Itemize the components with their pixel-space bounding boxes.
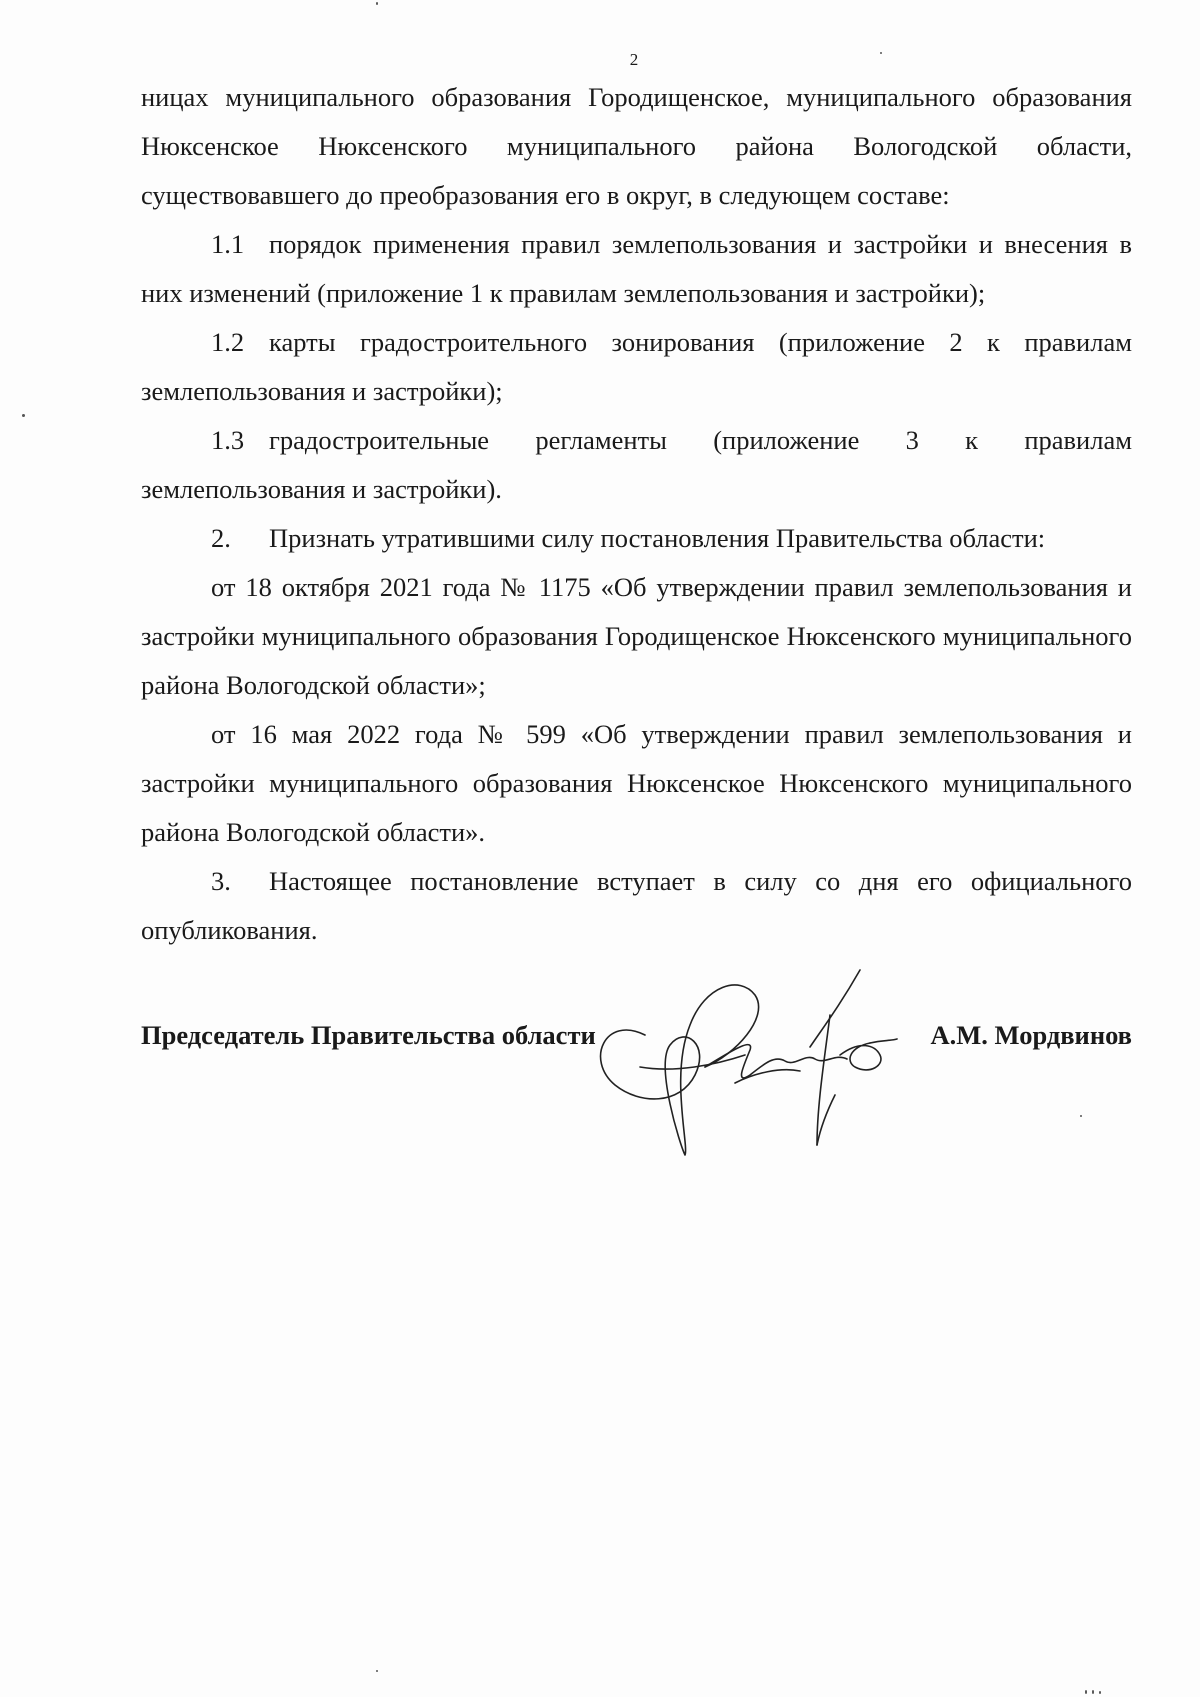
paragraph-2 [141,514,1132,563]
scan-speck [376,1670,378,1672]
paragraph-1-3 [141,416,1132,514]
scan-speck [1099,1691,1101,1694]
paragraph-number: 3. [211,866,231,896]
paragraph-number: 1.2 [211,327,245,357]
paragraph-1-2 [141,318,1132,416]
scan-speck [1080,1115,1082,1117]
paragraph-text: карты градостроительного зонирования (приложение 2 к правилам землепользования и застройки); [141,327,1132,406]
paragraph-continuation [141,73,1132,220]
paragraph-text: порядок применения правил землепользования и застройки и внесения в них изменений (приложение 1 к правилам землепользования и застройки); [141,229,1132,308]
signatory-title: Председатель Правительства области [141,1020,596,1050]
paragraph-number: 1.3 [211,425,245,455]
document-body [141,73,1132,955]
paragraph-text: ницах муниципального образования Городищенское, муниципального образования Нюксенское Нюксенского муниципального района Вологодской области, существовавшего до преобразования его в округ, в следующем составе: [141,82,1132,210]
paragraph-number: 1.1 [211,229,245,259]
paragraph-decree-2021 [141,563,1132,710]
scan-speck [1092,1690,1094,1694]
page-number: 2 [629,50,639,69]
paragraph-text: Признать утратившими силу постановления Правительства области: [269,523,1046,553]
paragraph-text: Настоящее постановление вступает в силу со дня его официального опубликования. [141,866,1132,945]
paragraph-number: 2. [211,523,231,553]
scan-speck [1085,1690,1087,1694]
paragraph-text: от 16 мая 2022 года № 599 «Об утверждении правил землепользования и застройки муниципального образования Нюксенское Нюксенского муниципального района Вологодской области». [141,719,1132,847]
scan-speck [880,52,882,54]
handwritten-signature [585,955,935,1160]
paragraph-1-1 [141,220,1132,318]
paragraph-text: градостроительные регламенты (приложение 3 к правилам землепользования и застройки). [141,425,1132,504]
scan-speck [22,414,25,417]
scan-speck [376,2,378,5]
paragraph-decree-2022 [141,710,1132,857]
signatory-name: А.М. Мордвинов [930,1020,1132,1050]
paragraph-text: от 18 октября 2021 года № 1175 «Об утверждении правил землепользования и застройки муниципального образования Городищенское Нюксенского муниципального района Вологодской области»; [141,572,1132,700]
paragraph-3 [141,857,1132,955]
